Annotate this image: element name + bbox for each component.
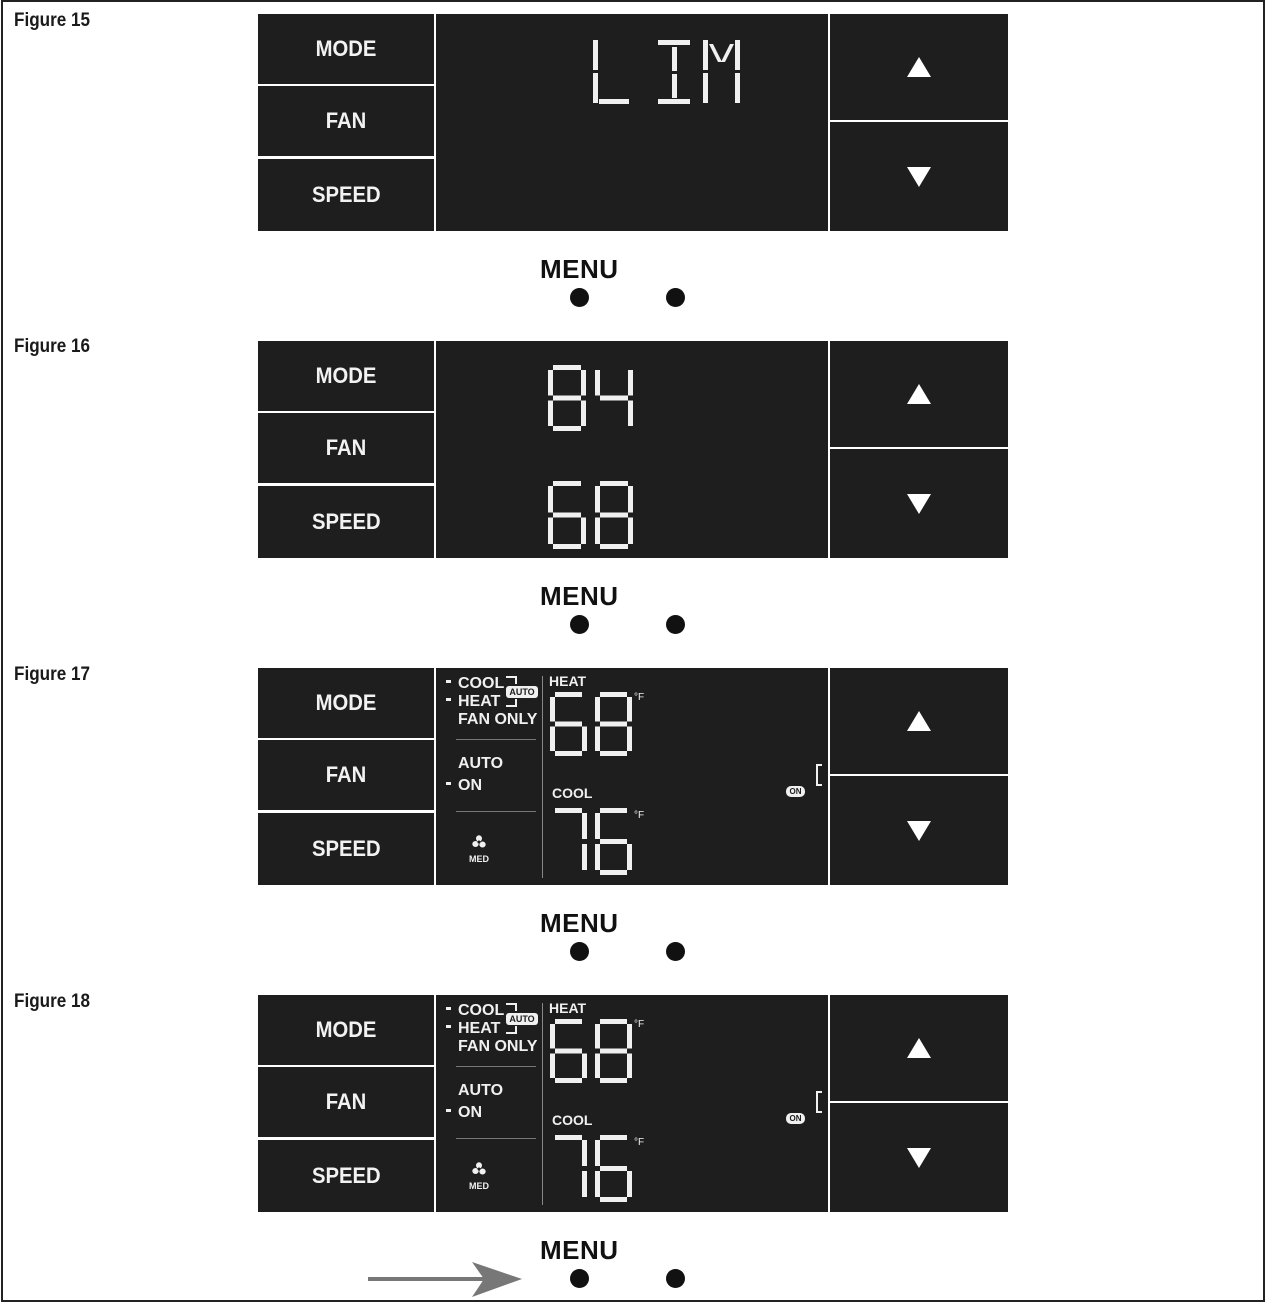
thermostat-panel (258, 341, 1008, 558)
heat-setpoint (550, 1019, 634, 1083)
menu-left-dot[interactable] (570, 942, 589, 961)
cool-unit: °F (634, 810, 645, 821)
cool-mode-label: COOL (458, 675, 505, 692)
menu-right-dot[interactable] (666, 615, 685, 634)
heat-setpoint-digit (550, 1019, 587, 1088)
heat-setpoint-digit (595, 1019, 632, 1088)
lower-temperature-digit (548, 481, 586, 554)
auto-badge: AUTO (506, 686, 538, 698)
fan-button-label: FAN (325, 1089, 367, 1114)
menu-left-dot[interactable] (570, 288, 589, 307)
fan-button-label: FAN (325, 108, 367, 133)
speed-button-label: SPEED (311, 836, 381, 861)
speed-button-label: SPEED (311, 182, 381, 207)
on-badge: ON (786, 1113, 805, 1124)
up-arrow-icon (906, 383, 932, 405)
down-button[interactable] (830, 449, 1008, 558)
menu-right-dot[interactable] (666, 942, 685, 961)
menu-label: MENU (540, 1235, 619, 1265)
right-arrow-pointer-icon (368, 1260, 524, 1300)
down-button[interactable] (830, 1103, 1008, 1212)
fan-button-label: FAN (325, 435, 367, 460)
figure-label: Figure 16 (14, 336, 91, 357)
upper-temperature-digit (595, 365, 633, 436)
heat-mode-label: HEAT (458, 1020, 501, 1037)
heat-mode-label: HEAT (458, 693, 501, 710)
lower-temperature (548, 481, 648, 549)
fan-icon (472, 1162, 486, 1176)
fan-on-label: ON (458, 777, 482, 794)
fan-auto-label: AUTO (458, 1082, 504, 1099)
up-button[interactable] (830, 668, 1008, 774)
heat-setpoint (550, 692, 634, 756)
speed-button[interactable] (258, 813, 434, 885)
heat-setpoint-label: HEAT (549, 673, 587, 689)
thermostat-panel (258, 995, 1008, 1212)
mode-button[interactable] (258, 668, 434, 738)
menu-label: MENU (540, 908, 619, 938)
heat-setpoint-digit (550, 692, 587, 761)
thermostat-panel (258, 668, 1008, 885)
cool-setpoint (550, 1135, 634, 1202)
cool-setpoint-label: COOL (552, 785, 593, 801)
up-button[interactable] (830, 341, 1008, 447)
figure-label: Figure 17 (14, 664, 91, 685)
menu-right-dot[interactable] (666, 288, 685, 307)
lcd-display (436, 995, 828, 1212)
fan-button-label: FAN (325, 762, 367, 787)
mode-button[interactable] (258, 341, 434, 411)
bracket-indicator (816, 764, 822, 786)
cool-setpoint-label: COOL (552, 1112, 593, 1128)
speed-button[interactable] (258, 486, 434, 558)
speed-label: MED (469, 854, 489, 864)
speed-button[interactable] (258, 1140, 434, 1212)
down-arrow-icon (906, 166, 932, 188)
bracket-indicator (816, 1091, 822, 1113)
cool-indicator (446, 1007, 451, 1010)
fan-button[interactable] (258, 740, 434, 810)
thermostat-panel (258, 14, 1008, 231)
up-arrow-icon (906, 56, 932, 78)
down-button[interactable] (830, 122, 1008, 231)
menu-label: MENU (540, 254, 619, 284)
fan-on-label: ON (458, 1104, 482, 1121)
down-arrow-icon (906, 820, 932, 842)
fan-icon (472, 835, 486, 849)
lim-text (591, 38, 751, 106)
fan-button[interactable] (258, 86, 434, 156)
heat-indicator (446, 698, 451, 701)
figure-label: Figure 18 (14, 991, 91, 1012)
cool-setpoint (550, 808, 634, 875)
fan-only-label: FAN ONLY (458, 711, 538, 728)
on-badge: ON (786, 786, 805, 797)
fan-on-indicator (446, 1109, 451, 1112)
heat-unit: °F (634, 692, 645, 703)
heat-indicator (446, 1025, 451, 1028)
mode-button-label: MODE (315, 363, 377, 388)
mode-button-label: MODE (315, 36, 377, 61)
speed-button-label: SPEED (311, 1163, 381, 1188)
lcd-display (436, 14, 828, 231)
fan-only-label: FAN ONLY (458, 1038, 538, 1055)
speed-label: MED (469, 1181, 489, 1191)
menu-left-dot[interactable] (570, 1269, 589, 1288)
fan-button[interactable] (258, 413, 434, 483)
cool-mode-label: COOL (458, 1002, 505, 1019)
lower-temperature-digit (595, 481, 633, 554)
speed-button-label: SPEED (311, 509, 381, 534)
up-button[interactable] (830, 14, 1008, 120)
cool-setpoint-digit (595, 1135, 632, 1207)
down-arrow-icon (906, 493, 932, 515)
up-arrow-icon (906, 710, 932, 732)
heat-setpoint-digit (595, 692, 632, 761)
menu-left-dot[interactable] (570, 615, 589, 634)
cool-setpoint-digit (550, 808, 587, 880)
upper-temperature (548, 365, 648, 431)
auto-badge: AUTO (506, 1013, 538, 1025)
mode-button-label: MODE (315, 690, 377, 715)
cool-setpoint-digit (595, 808, 632, 880)
lcd-display (436, 341, 828, 558)
speed-button[interactable] (258, 159, 434, 231)
fan-on-indicator (446, 782, 451, 785)
mode-button[interactable] (258, 14, 434, 84)
fan-auto-label: AUTO (458, 755, 504, 772)
cool-indicator (446, 680, 451, 683)
cool-unit: °F (634, 1137, 645, 1148)
mode-button[interactable] (258, 995, 434, 1065)
lcd-display (436, 668, 828, 885)
menu-right-dot[interactable] (666, 1269, 685, 1288)
down-button[interactable] (830, 776, 1008, 885)
cool-setpoint-digit (550, 1135, 587, 1207)
up-button[interactable] (830, 995, 1008, 1101)
mode-button-label: MODE (315, 1017, 377, 1042)
menu-label: MENU (540, 581, 619, 611)
fan-button[interactable] (258, 1067, 434, 1137)
heat-setpoint-label: HEAT (549, 1000, 587, 1016)
upper-temperature-digit (548, 365, 586, 436)
figure-label: Figure 15 (14, 10, 91, 31)
down-arrow-icon (906, 1147, 932, 1169)
up-arrow-icon (906, 1037, 932, 1059)
heat-unit: °F (634, 1019, 645, 1030)
